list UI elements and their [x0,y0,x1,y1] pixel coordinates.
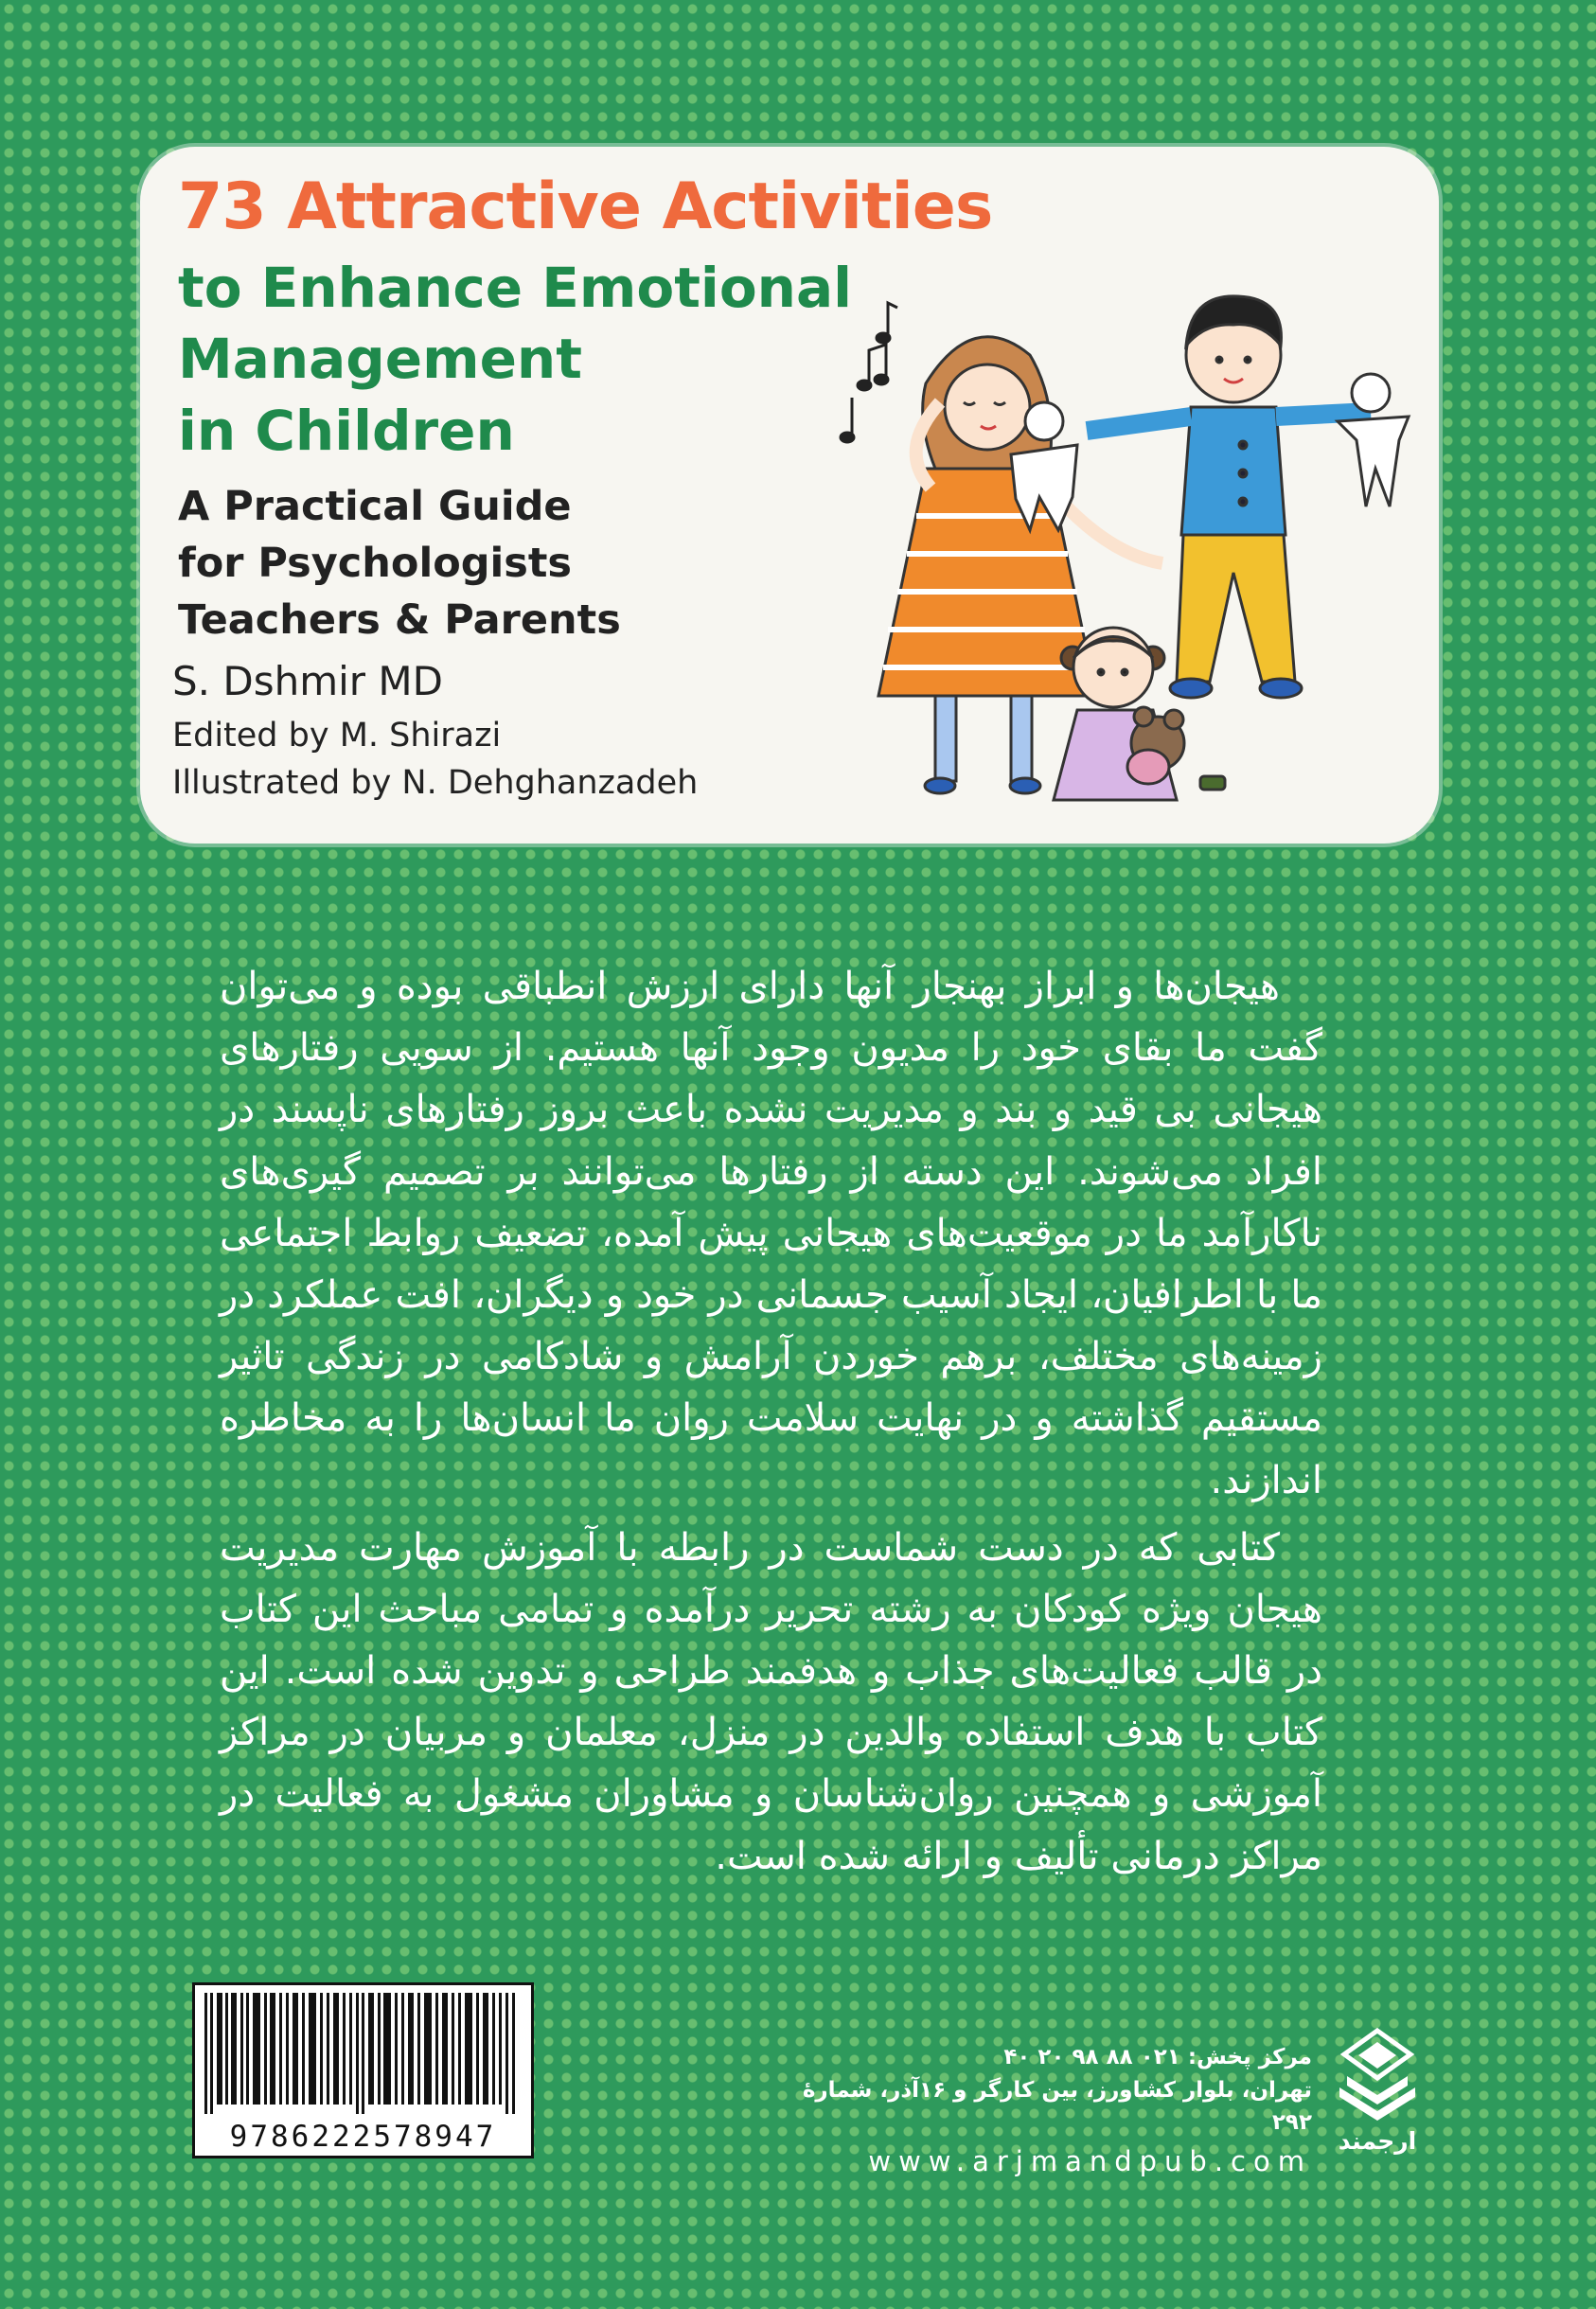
isbn-number: 9786222578947 [229,2120,497,2154]
description-paragraph-2: کتابی که در دست شماست در رابطه با آموزش مهارت مدیریت هیجان ویژه کودکان به رشته تحریر درآمده و تمامی مباحث این کتاب در قالب فعالیت‌های جذاب و هدفمند طراحی و تدوین شده است. این کتاب با هدف استفاده والدین در منزل، معلمان و مربیان در مراکز آموزشی و همچنین روان‌شناسان و مشاوران مشغول به فعالیت در مراکز درمانی تألیف و ارائه شده است. [220,1525,1322,1878]
publisher-logo [1330,2021,1425,2163]
book-description [220,956,1322,1893]
book-logo-icon [1330,2021,1425,2125]
music-notes-icon [841,303,897,442]
book-title-main: 73 Attractive Activities [178,169,993,244]
paper-doll-right [1338,374,1409,506]
distribution-phone: مرکز پخش: ۰۲۱ ۸۸ ۹۸ ۲۰ ۴۰ [1003,2045,1312,2069]
children-illustration [746,251,1428,819]
publisher-address: تهران، بلوار کشاورز، بین کارگر و ۱۶آذر، شمارۀ ۲۹۲ [802,2077,1312,2135]
barcode-bars [203,1993,521,2114]
author-name: S. Dshmir MD [172,658,443,704]
publisher-contact [782,2041,1312,2183]
isbn-barcode [192,1982,534,2158]
cover-title-panel [140,147,1439,844]
description-paragraph-1: هیجان‌ها و ابراز بهنجار آنها دارای ارزش انطباقی بوده و می‌توان گفت ما بقای خود را مدیون وجود آنها هستیم. از سویی رفتارهای هیجانی بی قید و بند و مدیریت نشده باعث بروز رفتارهای ناپسند در افراد می‌شوند. این دسته از رفتارها می‌توانند بر تصمیم گیری‌های ناکارآمد ما در موقعیت‌های هیجانی پیش آمده، تضعیف روابط اجتماعی ما با اطرافیان، ایجاد آسیب جسمانی در خود و دیگران، افت عملکرد در زمینه‌های مختلف، برهم خوردن آرامش و شادکامی در زندگی تاثیر مستقیم گذاشته و در نهایت سلامت روان ما انسان‌ها را به مخاطره اندازند. [220,965,1322,1502]
publisher-website: www.arjmandpub.com [868,2144,1312,2177]
illustrator-credit: Illustrated by N. Dehghanzadeh [172,764,699,802]
book-title-rest: to Enhance Emotional Management in Children [178,256,852,463]
book-subtitle: A Practical Guide for Psychologists Teachers & Parents [178,483,621,645]
publisher-name: ارجمند [1338,2127,1417,2155]
editor-credit: Edited by M. Shirazi [172,717,502,755]
